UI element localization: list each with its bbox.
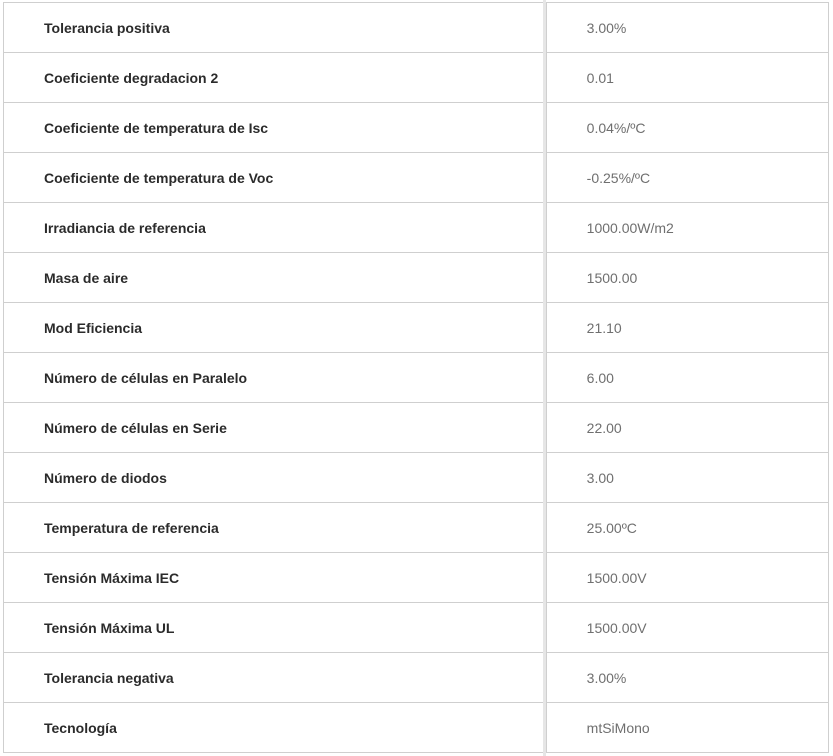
table-row [4, 703, 829, 753]
row-value: 1500.00V [546, 553, 828, 603]
table-row [4, 103, 829, 153]
row-value: 3.00% [546, 3, 828, 53]
row-value: 3.00% [546, 653, 828, 703]
table-row [4, 553, 829, 603]
row-label: Masa de aire [4, 253, 547, 303]
table-row [4, 503, 829, 553]
table-row [4, 3, 829, 53]
row-value: 0.04%/ºC [546, 103, 828, 153]
row-value: 6.00 [546, 353, 828, 403]
table-row [4, 353, 829, 403]
row-value: 1500.00 [546, 253, 828, 303]
row-value: 1000.00W/m2 [546, 203, 828, 253]
row-label: Número de diodos [4, 453, 547, 503]
table-row [4, 203, 829, 253]
table-row [4, 253, 829, 303]
row-label: Irradiancia de referencia [4, 203, 547, 253]
spec-table-body [4, 3, 829, 753]
table-row [4, 153, 829, 203]
row-value: 22.00 [546, 403, 828, 453]
row-value: 3.00 [546, 453, 828, 503]
spec-table [3, 2, 829, 753]
table-row [4, 303, 829, 353]
row-label: Número de células en Paralelo [4, 353, 547, 403]
table-row [4, 603, 829, 653]
row-label: Coeficiente de temperatura de Voc [4, 153, 547, 203]
row-value: 25.00ºC [546, 503, 828, 553]
row-value: 1500.00V [546, 603, 828, 653]
table-row [4, 453, 829, 503]
row-label: Tecnología [4, 703, 547, 753]
table-row [4, 53, 829, 103]
row-label: Número de células en Serie [4, 403, 547, 453]
row-label: Mod Eficiencia [4, 303, 547, 353]
row-label: Tensión Máxima IEC [4, 553, 547, 603]
row-label: Tolerancia negativa [4, 653, 547, 703]
row-label: Coeficiente de temperatura de Isc [4, 103, 547, 153]
row-value: 0.01 [546, 53, 828, 103]
row-label: Tolerancia positiva [4, 3, 547, 53]
table-row [4, 403, 829, 453]
table-row [4, 653, 829, 703]
row-label: Temperatura de referencia [4, 503, 547, 553]
row-label: Tensión Máxima UL [4, 603, 547, 653]
row-value: mtSiMono [546, 703, 828, 753]
row-label: Coeficiente degradacion 2 [4, 53, 547, 103]
row-value: 21.10 [546, 303, 828, 353]
row-value: -0.25%/ºC [546, 153, 828, 203]
